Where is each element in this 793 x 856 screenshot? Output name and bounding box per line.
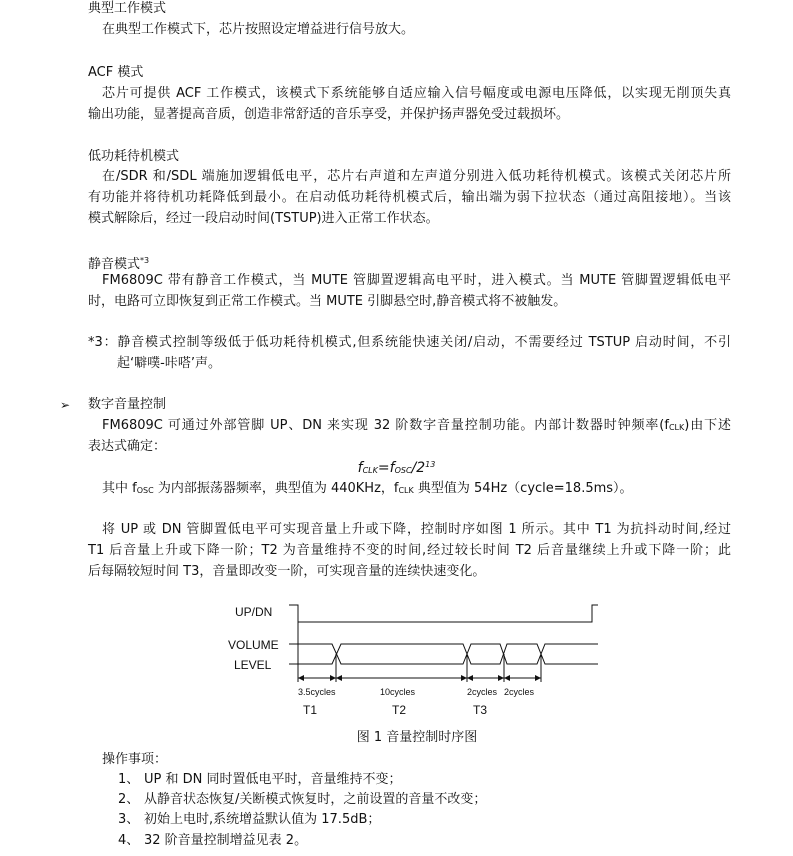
note-1-text: UP 和 DN 同时置低电平时，音量维持不变；	[144, 772, 402, 787]
timing-diagram	[0, 596, 793, 751]
notes-title: 操作事项：	[102, 752, 168, 767]
up-dn-waveform	[289, 605, 598, 622]
formula-lhs-sub: CLK	[362, 466, 378, 475]
volume-intro-text-b: )由下述	[684, 418, 732, 433]
standby-text-line-2: 有功能并将待机功耗降低到最小。在启动低功耗待机模式后，输出端为弱下拉状态（通过高阻接地）。当该	[88, 190, 731, 205]
note-1-number: 1、	[118, 772, 140, 787]
acf-text-line-1: 芯片可提供 ACF 工作模式，该模式下系统能够自适应输入信号幅度或电源电压降低，以实现无削顶失真	[102, 86, 731, 101]
footnote-line-1: *3：静音模式控制等级低于低功耗待机模式,但系统能快速关闭/启动，不需要经过 TSTUP 启动时间，不引	[88, 335, 731, 350]
standby-text-line-3: 模式解除后，经过一段启动时间(TSTUP)进入正常工作状态。	[88, 211, 439, 226]
volume-para-line-2: T1 后音量上升或下降一阶；T2 为音量维持不变的时间,经过较长时间 T2 后音量继续上升或下降一阶；此	[88, 543, 731, 558]
heading-standby-mode: 低功耗待机模式	[88, 149, 180, 164]
acf-text-line-2: 输出功能，显著提高音质，创造非常舒适的音乐享受，并保护扬声器免受过载损坏。	[88, 107, 570, 122]
figure-caption: 图 1 音量控制时序图	[356, 730, 478, 745]
note-3-text: 初始上电时,系统增益默认值为 17.5dB；	[144, 812, 381, 827]
where-sub2: CLK	[398, 486, 414, 495]
where-c: 典型值为 54Hz（cycle=18.5ms）。	[413, 481, 633, 496]
volume-intro-line-2: 表达式确定：	[88, 439, 167, 454]
volume-level-bus	[289, 644, 598, 664]
period-t1: T1	[303, 703, 318, 717]
volume-intro-sub: CLK	[668, 423, 685, 432]
heading-acf-mode: ACF 模式	[88, 65, 144, 80]
formula-mid-sub: OSC	[394, 466, 412, 475]
note-2-text: 从静音状态恢复/关断模式恢复时，之前设置的音量不改变；	[144, 792, 487, 807]
volume-intro-line-1	[102, 417, 731, 437]
formula-mid: =f	[377, 460, 395, 476]
period-t3: T3	[473, 703, 488, 717]
cycles-label-1: 3.5cycles	[298, 687, 336, 697]
standby-text-line-1: 在/SDR 和/SDL 端施加逻辑低电平，芯片右声道和左声道分别进入低功耗待机模式。该模式关闭芯片所	[102, 169, 731, 184]
where-a: 其中 f	[102, 481, 137, 496]
note-2-number: 2、	[118, 792, 140, 807]
where-sub1: OSC	[136, 486, 154, 495]
mute-text-line-1: FM6809C 带有静音工作模式，当 MUTE 管脚置逻辑高电平时，进入模式。当 MUTE 管脚置逻辑低电平	[102, 273, 731, 288]
volume-para-line-3: 后每隔较短时间 T3，音量即改变一阶，可实现音量的连续快速变化。	[88, 564, 486, 579]
clock-formula	[0, 456, 793, 480]
formula-explanation	[102, 480, 633, 500]
formula-rhs: /2	[411, 460, 426, 476]
cycles-label-3: 2cycles	[467, 687, 498, 697]
volume-intro-text-a: FM6809C 可通过外部管脚 UP、DN 来实现 32 阶数字音量控制功能。内部计数器时钟频率(f	[102, 418, 669, 433]
note-3-number: 3、	[118, 812, 140, 827]
cycles-label-4: 2cycles	[504, 687, 535, 697]
note-4-text: 32 阶音量控制增益见表 2。	[144, 833, 308, 848]
heading-typical-mode: 典型工作模式	[88, 1, 167, 16]
formula-rhs-sup: 13	[425, 460, 436, 469]
label-level: LEVEL	[234, 658, 272, 672]
typical-mode-text: 在典型工作模式下，芯片按照设定增益进行信号放大。	[102, 22, 415, 37]
volume-para-line-1: 将 UP 或 DN 管脚置低电平可实现音量上升或下降，控制时序如图 1 所示。其中 T1 为抗抖动时间,经过	[102, 522, 731, 537]
period-t2: T2	[392, 703, 407, 717]
label-volume: VOLUME	[228, 638, 279, 652]
label-up-dn: UP/DN	[235, 605, 273, 619]
footnote-line-2: 起‘噼噗-咔嗒’声。	[117, 356, 221, 371]
mute-heading-text: 静音模式	[88, 257, 141, 272]
heading-volume-control: 数字音量控制	[88, 397, 167, 412]
formula-lhs: f	[357, 460, 363, 476]
mute-text-line-2: 时，电路可立即恢复到正常工作模式。当 MUTE 引脚悬空时,静音模式将不被触发。	[88, 294, 567, 309]
where-b: 为内部振荡器频率，典型值为 440KHz，f	[153, 481, 399, 496]
cycles-label-2: 10cycles	[380, 687, 416, 697]
heading-mute-mode	[88, 252, 149, 274]
note-4-number: 4、	[118, 833, 140, 848]
mute-footnote-mark: *3	[140, 256, 150, 265]
arrow-bullet-icon: ➢	[60, 398, 71, 412]
